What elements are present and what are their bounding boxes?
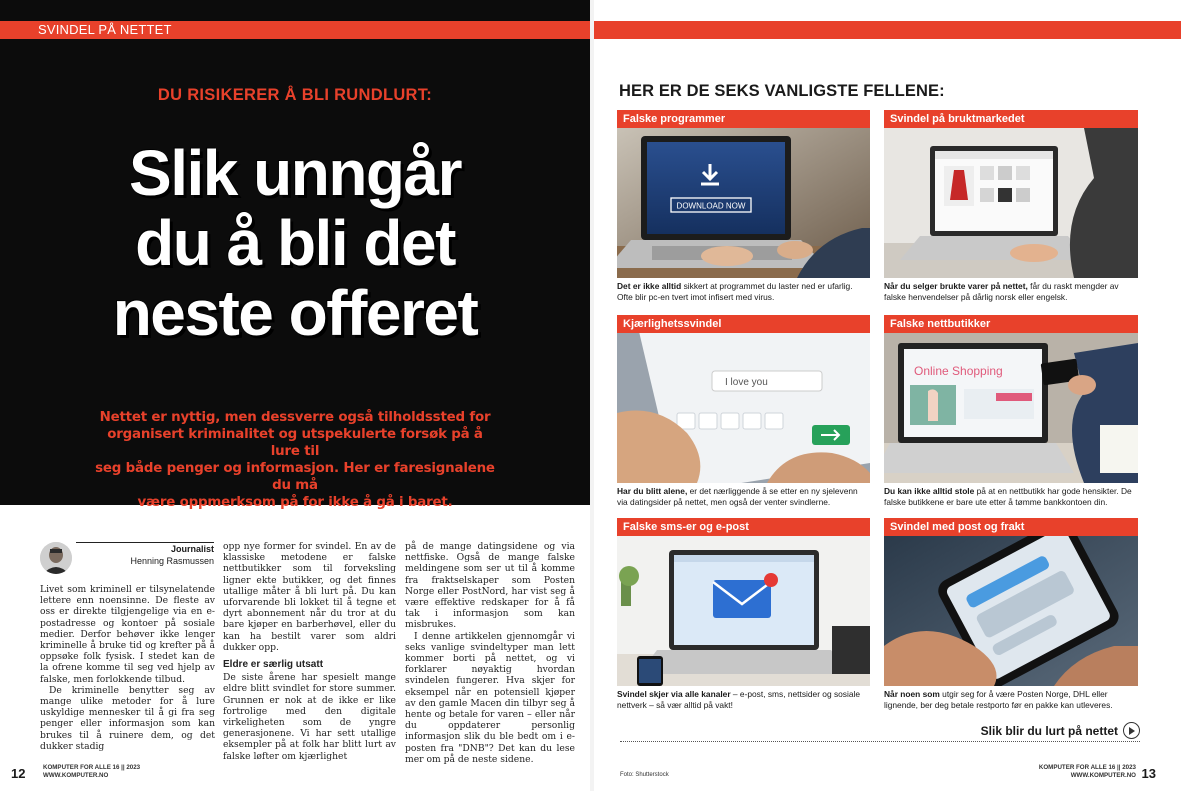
trap-card-fake-sms-email [617, 518, 870, 711]
photo-text: DOWNLOAD NOW [676, 201, 746, 211]
card-title: Kjærlighetssvindel [617, 315, 870, 333]
caption-lead: Du kan ikke alltid stole [884, 486, 975, 496]
lede-line: Nettet er nyttig, men dessverre også tilholdssted for [99, 410, 491, 425]
footer-website: WWW.KOMPUTER.NO [1070, 771, 1136, 779]
page-gutter [590, 0, 594, 791]
caption-text: utgir seg for å være Posten Norge, DHL eller lignende, ber deg betale restporto før en pakke kan utleveres. [884, 689, 1113, 710]
card-caption [617, 689, 870, 711]
lede-line: seg både penger og informasjon. Her er faresignalene du må [95, 461, 495, 493]
card-title: Falske programmer [617, 110, 870, 128]
caption-text: er det nærliggende å se etter en ny sjelevenn via datingsider på nettet, men også der venter svindlerne. [617, 486, 858, 507]
trap-card-fake-webshops [884, 315, 1138, 508]
traps-title: HER ER DE SEKS VANLIGSTE FELLENE: [619, 82, 945, 100]
photo-text: Online Shopping [914, 364, 1003, 378]
card-caption [884, 689, 1138, 711]
body-paragraph: De kriminelle benytter seg av mange ulike metoder for å lure uskyldige mennesker til å gi fra seg penger eller informasjon som kan brukes til å ruinere dem, og det dukker stadig [40, 684, 215, 752]
photo-phone-shipping-sms [884, 536, 1138, 686]
dotted-rule [620, 741, 1140, 742]
caption-text: – e-post, sms, nettsider og sosiale nettverk – så vær alltid på vakt! [617, 689, 861, 710]
footer-left [43, 764, 140, 779]
photo-text: I love you [725, 377, 768, 388]
subheading: Eldre er særlig utsatt [223, 659, 324, 671]
byline [40, 542, 214, 577]
section-label: SVINDEL PÅ NETTET [38, 22, 172, 37]
body-paragraph: opp nye former for svindel. En av de klassiske metodene er falske nettbutikker som til forveksling ligner ekte butikker, og det finnes utallige måter å bli lurt på. Du kan uforvarende bli lokket til å tegne et dyrt abonnement når du tror at du bare kjøper en barberhøvel, eller du kan ha bestilt varer som aldri dukker opp. [223, 541, 396, 653]
body-paragraph: I denne artikkelen gjennomgår vi seks vanlige svindeltyper man lett kommer borti på nettet, og vi forklarer nøyaktig hvordan svindelen fungerer. Hva skjer for eksempel når en potensiell kjøper av den gamle Macen din tilbyr seg å hente og betale for varen – eller når du oppdaterer personlig informasjon slik du ble bedt om i e-posten fra "DNB"? Det kan du lese mer om på de neste sidene. [405, 630, 575, 765]
body-column-1 [40, 584, 215, 752]
caption-lead: Har du blitt alene, [617, 486, 688, 496]
byline-rule [76, 542, 214, 543]
byline-name: Henning Rasmussen [130, 556, 214, 566]
card-title: Svindel på bruktmarkedet [884, 110, 1138, 128]
card-caption [884, 486, 1138, 508]
headline-line: neste offeret [112, 277, 478, 349]
play-arrow-icon[interactable] [1123, 722, 1140, 739]
trap-card-second-hand-market [884, 110, 1138, 303]
photo-laptop-online-shopping [884, 333, 1138, 483]
caption-lead: Når noen som [884, 689, 940, 699]
headline [0, 138, 590, 348]
headline-line: Slik unngår [129, 137, 461, 209]
trap-card-post-and-shipping [884, 518, 1138, 711]
kicker: DU RISIKERER Å BLI RUNDLURT: [157, 86, 433, 104]
card-title: Falske nettbutikker [884, 315, 1138, 333]
photo-laptop-download [617, 128, 870, 278]
card-caption [617, 486, 870, 508]
byline-role: Journalist [170, 544, 214, 554]
lede-line: være oppmerksom på for ikke å gå i baret. [137, 495, 453, 510]
caption-lead: Svindel skjer via alle kanaler [617, 689, 731, 699]
card-title: Falske sms-er og e-post [617, 518, 870, 536]
caption-lead: Det er ikke alltid [617, 281, 682, 291]
body-paragraph: Livet som kriminell er tilsynelatende lettere enn noensinne. De fleste av oss er direkte tilgjengelige via en e-postadresse og kontoer på sosiale medier. Derfor behøver ikke lenger kriminelle å bruke tid og krefter på å oppsøke folk fysisk. I stedet kan de la ofrene komme til seg ved hjelp av falske, men forlokkende tilbud. [40, 584, 215, 685]
footer-magazine: KOMPUTER FOR ALLE 16 || 2023 [43, 764, 141, 771]
headline-line: du å bli det [135, 207, 455, 279]
next-page-link[interactable] [620, 722, 1140, 742]
caption-text: på at en nettbutikk har gode hensikter. De falske butikkene er bare ute etter å tømme bankkontoen din. [884, 486, 1132, 507]
card-caption [617, 281, 870, 303]
avatar [40, 542, 72, 574]
caption-text: sikkert at programmet du laster ned er ufarlig. Ofte blir pc-en tvert imot infisert med virus. [617, 281, 853, 302]
footer-magazine: KOMPUTER FOR ALLE 16 || 2023 [1038, 764, 1136, 771]
body-column-3 [405, 541, 575, 765]
body-paragraph: på de mange datingsidene og via nettfiske. Også de mange falske meldingene som ser ut til å komme fra fraktselskaper som Posten Norge eller PostNord, har vist seg å være effektive redskaper for å få tak i informasjon som kan misbrukes. [405, 541, 575, 631]
body-paragraph: De siste årene har spesielt mange eldre blitt svindlet for store summer. Grunnen er nok at de ikke er like fortrolige med den digitale virkeligheten som de yngre generasjonene. Vi har sett utallige eksempler på at folk har blitt lurt av falske løfter om kjærlighet [223, 672, 396, 762]
lede-line: organisert kriminalitet og utspekulerte forsøk på å lure til [107, 427, 483, 459]
photo-phone-love-message [617, 333, 870, 483]
section-bar-right [594, 21, 1181, 39]
card-title: Svindel med post og frakt [884, 518, 1138, 536]
photo-laptop-email [617, 536, 870, 686]
page-number-right: 13 [1141, 766, 1156, 781]
photo-credit: Foto: Shutterstock [620, 772, 669, 778]
lede [95, 409, 495, 511]
card-caption [884, 281, 1138, 303]
trap-card-romance-scam [617, 315, 870, 508]
footer-website: WWW.KOMPUTER.NO [43, 771, 109, 779]
page-number-left: 12 [11, 766, 26, 781]
caption-lead: Når du selger brukte varer på nettet, [884, 281, 1028, 291]
photo-laptop-marketplace [884, 128, 1138, 278]
caption-text: får du raskt mengder av falske henvendelser på dårlig norsk eller engelsk. [884, 281, 1119, 302]
trap-card-fake-software [617, 110, 870, 303]
body-column-2 [223, 541, 396, 762]
next-page-label[interactable]: Slik blir du lurt på nettet [980, 724, 1118, 738]
footer-right [1039, 764, 1136, 779]
